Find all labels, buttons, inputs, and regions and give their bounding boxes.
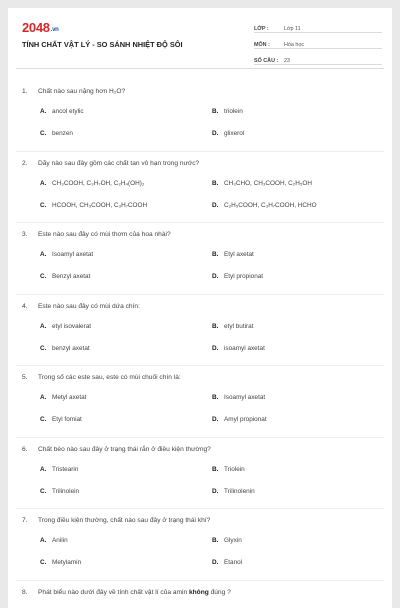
option-label: A.	[40, 537, 52, 544]
option-d[interactable]	[212, 345, 265, 352]
option-text: CH₃CHO, CH₃COOH, C₂H₅OH	[224, 180, 312, 187]
question-number: 6.	[22, 446, 38, 453]
option-label: B.	[212, 323, 224, 330]
option-label: B.	[212, 394, 224, 401]
question-text: Trong điều kiện thường, chất nào sau đây ở trạng thái khí?	[38, 517, 210, 524]
option-label: C.	[40, 416, 52, 423]
header	[8, 8, 392, 70]
option-label: B.	[212, 251, 224, 258]
meta-panel	[254, 20, 382, 68]
option-d[interactable]	[212, 202, 317, 209]
option-label: C.	[40, 130, 52, 137]
question-stem	[22, 303, 140, 310]
option-text: ancol etylic	[52, 108, 84, 115]
question-text-before: Phát biểu nào dưới đây về tính chất vật lí của amin	[38, 589, 189, 596]
option-label: C.	[40, 488, 52, 495]
option-text: benzyl axetat	[52, 345, 90, 352]
option-d[interactable]	[212, 559, 242, 566]
option-label: D.	[212, 488, 224, 495]
option-a[interactable]	[40, 466, 78, 473]
option-c[interactable]	[40, 345, 90, 352]
meta-value: Hóa học	[284, 42, 304, 48]
option-label: D.	[212, 202, 224, 209]
option-label: B.	[212, 466, 224, 473]
option-text: Etyl fomiat	[52, 416, 82, 423]
question-stem	[22, 88, 125, 95]
brand-name: 2048	[22, 20, 50, 35]
option-text: Glyxin	[224, 537, 242, 544]
option-text: CH₃COOH, C₃H₇OH, C₂H₄(OH)₂	[52, 180, 144, 187]
question-8	[16, 581, 384, 608]
option-label: B.	[212, 537, 224, 544]
option-text: HCOOH, CH₃COOH, C₃H₇COOH	[52, 202, 147, 209]
option-b[interactable]	[212, 394, 265, 401]
option-b[interactable]	[212, 537, 242, 544]
option-c[interactable]	[40, 130, 73, 137]
option-b[interactable]	[212, 108, 243, 115]
option-text: Trilinolenin	[224, 488, 255, 495]
option-label: C.	[40, 202, 52, 209]
option-b[interactable]	[212, 180, 312, 187]
question-stem	[22, 517, 210, 524]
option-a[interactable]	[40, 251, 93, 258]
meta-question-count	[254, 52, 382, 65]
option-d[interactable]	[212, 488, 255, 495]
meta-grade	[254, 20, 382, 33]
option-text: etyl isovalerat	[52, 323, 91, 330]
option-c[interactable]	[40, 416, 82, 423]
option-d[interactable]	[212, 273, 263, 280]
question-4	[16, 295, 384, 367]
question-text: Este nào sau đây có mùi thơm của hoa nhài?	[38, 231, 171, 238]
question-number: 7.	[22, 517, 38, 524]
option-text: Trilinolein	[52, 488, 79, 495]
question-stem	[22, 446, 211, 453]
question-number: 3.	[22, 231, 38, 238]
question-7	[16, 509, 384, 581]
question-number: 5.	[22, 374, 38, 381]
question-list	[8, 80, 392, 608]
header-divider	[16, 68, 384, 69]
option-label: A.	[40, 394, 52, 401]
option-b[interactable]	[212, 466, 245, 473]
option-label: B.	[212, 108, 224, 115]
option-text: triolein	[224, 108, 243, 115]
question-number: 4.	[22, 303, 38, 310]
option-label: A.	[40, 323, 52, 330]
option-text: Triolein	[224, 466, 245, 473]
option-text: Tristearin	[52, 466, 78, 473]
question-text-after: đúng ?	[209, 589, 231, 596]
option-text: Anilin	[52, 537, 68, 544]
option-text: Metylamin	[52, 559, 81, 566]
option-d[interactable]	[212, 416, 267, 423]
option-label: A.	[40, 466, 52, 473]
option-text: Isoamyl axetat	[52, 251, 93, 258]
question-number: 1.	[22, 88, 38, 95]
worksheet-page	[8, 8, 392, 608]
meta-key: MÔN :	[254, 42, 284, 48]
option-text: glixerol	[224, 130, 244, 137]
option-c[interactable]	[40, 202, 147, 209]
option-label: D.	[212, 416, 224, 423]
brand-logo[interactable]	[22, 20, 59, 35]
meta-key: LỚP :	[254, 26, 284, 32]
option-a[interactable]	[40, 537, 68, 544]
option-text: Etyl axetat	[224, 251, 254, 258]
option-label: A.	[40, 180, 52, 187]
meta-key: SỐ CÂU :	[254, 58, 284, 64]
option-c[interactable]	[40, 488, 79, 495]
option-text: Benzyl axetat	[52, 273, 90, 280]
meta-subject	[254, 36, 382, 49]
option-label: C.	[40, 559, 52, 566]
question-2	[16, 152, 384, 224]
meta-value: 23	[284, 58, 290, 64]
question-text: Este nào sau đây có mùi dứa chín:	[38, 303, 140, 310]
question-text: Chất nào sau nặng hơn H₂O?	[38, 88, 125, 95]
option-text: Amyl propionat	[224, 416, 267, 423]
question-stem	[22, 374, 181, 381]
option-c[interactable]	[40, 559, 81, 566]
option-label: A.	[40, 108, 52, 115]
question-6	[16, 438, 384, 510]
question-text	[38, 589, 231, 596]
option-text: Etanol	[224, 559, 242, 566]
option-text: Metyl axetat	[52, 394, 86, 401]
option-b[interactable]	[212, 251, 254, 258]
question-number: 8.	[22, 589, 38, 596]
option-label: B.	[212, 180, 224, 187]
option-text: Etyl propionat	[224, 273, 263, 280]
option-b[interactable]	[212, 323, 253, 330]
brand-tld: .vn	[51, 27, 59, 33]
question-1	[16, 80, 384, 152]
option-text: etyl butirat	[224, 323, 253, 330]
question-5	[16, 366, 384, 438]
option-a[interactable]	[40, 180, 144, 187]
document-title: TÍNH CHẤT VẬT LÝ - SO SÁNH NHIỆT ĐỘ SÔI	[22, 40, 183, 49]
question-text-emphasis: không	[189, 589, 209, 596]
option-label: D.	[212, 559, 224, 566]
option-label: A.	[40, 251, 52, 258]
option-c[interactable]	[40, 273, 90, 280]
option-label: D.	[212, 345, 224, 352]
option-text: C₂H₅COOH, C₃H₇COOH, HCHO	[224, 202, 317, 209]
option-label: C.	[40, 345, 52, 352]
option-label: D.	[212, 130, 224, 137]
question-3	[16, 223, 384, 295]
question-text: Trong số các este sau, este có mùi chuối chín là:	[38, 374, 181, 381]
question-stem	[22, 231, 171, 238]
option-a[interactable]	[40, 323, 91, 330]
option-a[interactable]	[40, 394, 86, 401]
option-text: benzen	[52, 130, 73, 137]
option-label: C.	[40, 273, 52, 280]
question-stem	[22, 589, 231, 596]
option-a[interactable]	[40, 108, 84, 115]
meta-value: Lớp 11	[284, 26, 301, 32]
question-text: Chất béo nào sau đây ở trạng thái rắn ở điều kiện thường?	[38, 446, 211, 453]
question-text: Dãy nào sau đây gồm các chất tan vô hạn trong nước?	[38, 160, 199, 167]
question-number: 2.	[22, 160, 38, 167]
option-d[interactable]	[212, 130, 244, 137]
question-stem	[22, 160, 199, 167]
option-label: D.	[212, 273, 224, 280]
option-text: Isoamyl axetat	[224, 394, 265, 401]
option-text: isoamyl axetat	[224, 345, 265, 352]
